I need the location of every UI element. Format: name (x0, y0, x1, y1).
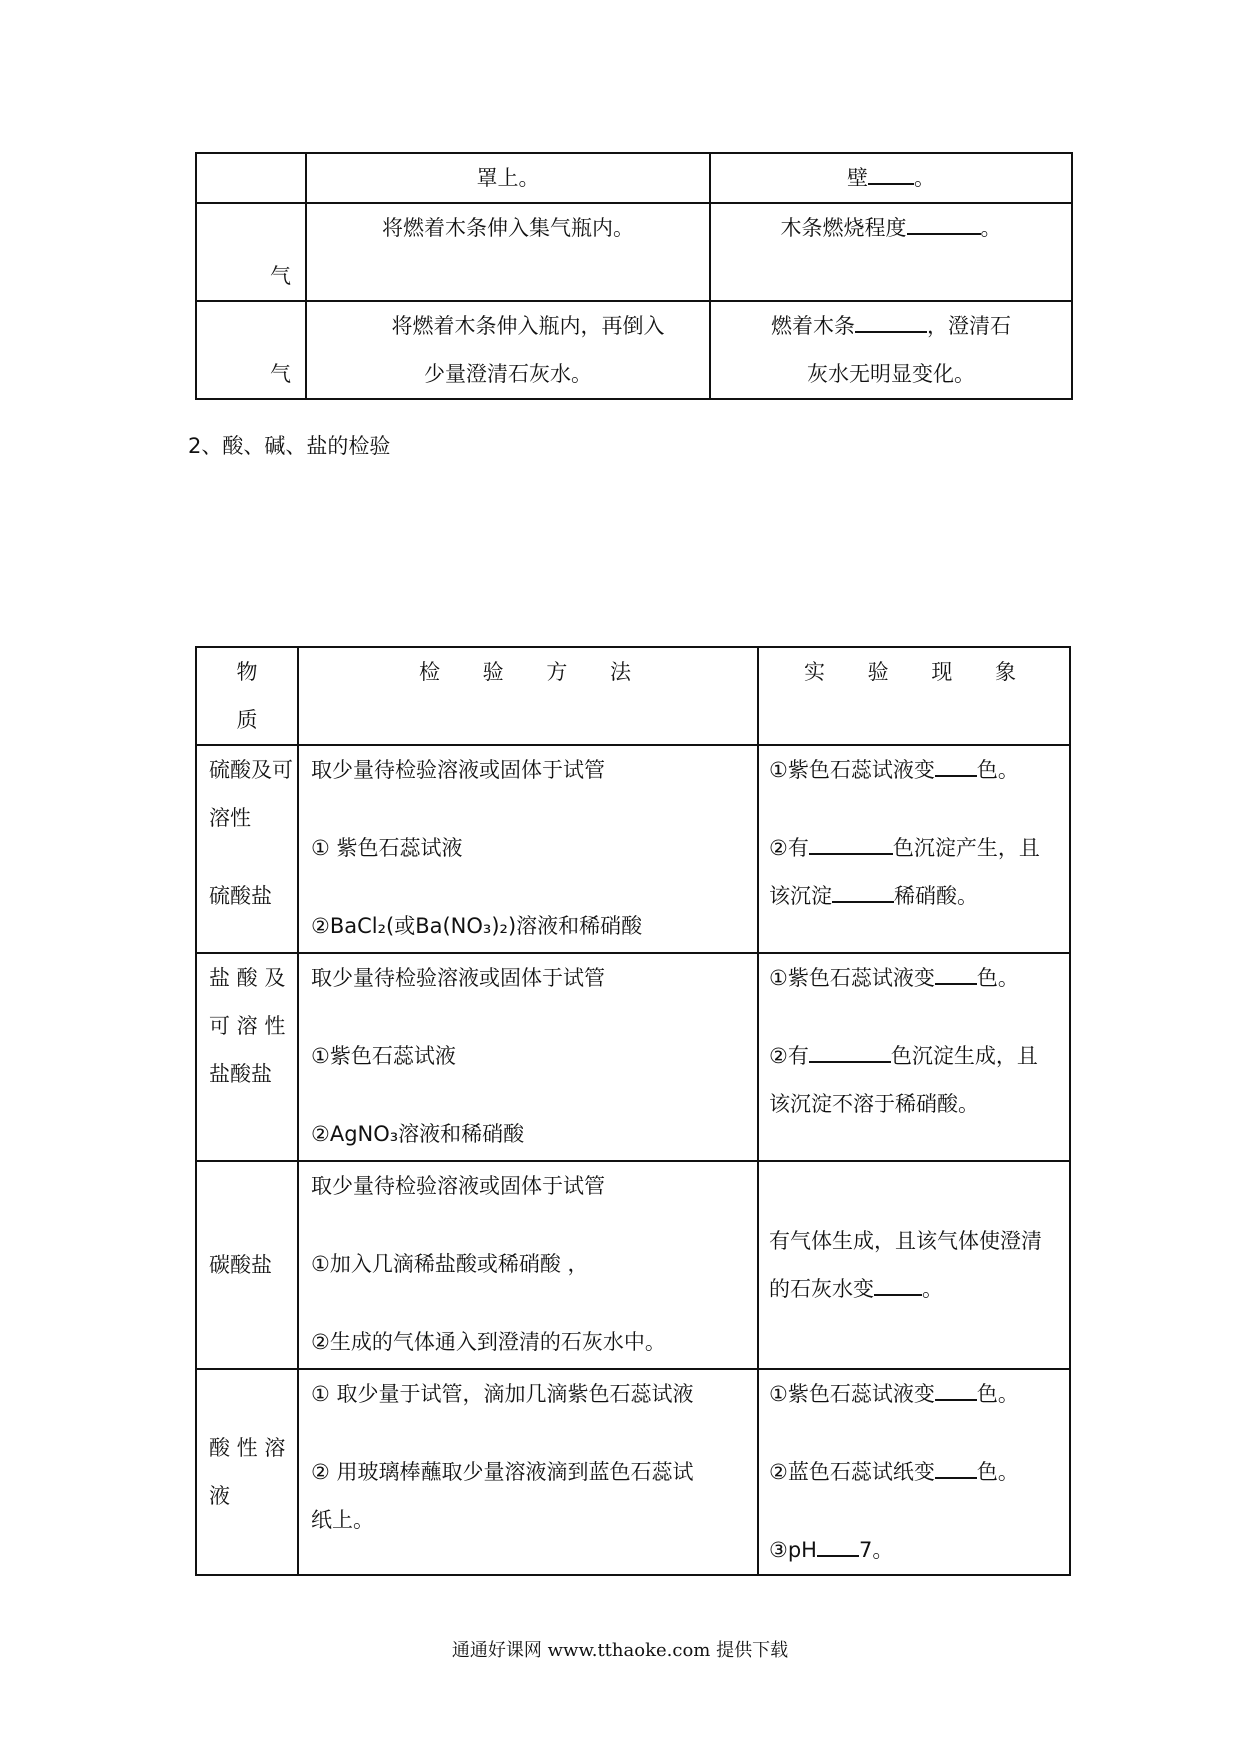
answer-blank (817, 1533, 859, 1557)
cell-text: ②BaCl₂(或Ba(NO₃)₂)溶液和稀硝酸 (311, 914, 643, 938)
cell-text: 7。 (858, 1538, 894, 1562)
cell-text: 液 (209, 1484, 230, 1508)
cell-text: ② 用玻璃棒蘸取少量溶液滴到蓝色石蕊试 (311, 1460, 694, 1484)
cell-text: 取少量待检验溶液或固体于试管 (311, 1174, 605, 1198)
answer-blank (832, 879, 894, 903)
result-cell (758, 1161, 1070, 1369)
cell-text: 硫酸及可 (209, 758, 293, 782)
cell-text: 色。 (976, 1382, 1019, 1406)
table-row (196, 953, 1070, 1161)
result-cell (758, 1369, 1070, 1575)
cell-text: 该沉淀 (769, 884, 832, 908)
substance-cell (196, 745, 298, 953)
cell-text: ②生成的气体通入到澄清的石灰水中。 (311, 1330, 666, 1354)
cell-text: 纸上。 (311, 1508, 374, 1532)
cell-text: ①加入几滴稀盐酸或稀硝酸 ， (311, 1252, 589, 1276)
result-cell (710, 203, 1072, 301)
cell-text: ②有 (769, 836, 809, 860)
header-text: 物 (236, 660, 258, 684)
substance-cell (196, 1369, 298, 1575)
method-cell (298, 745, 758, 953)
table-row (196, 153, 1072, 203)
cell-text: 木条燃烧程度 (780, 216, 907, 240)
cell-text: 少量澄清石灰水。 (424, 362, 592, 386)
answer-blank (935, 753, 977, 777)
cell-text: 可 溶 性 (209, 1014, 286, 1038)
method-cell (298, 1161, 758, 1369)
cell-text: 气 (270, 362, 291, 386)
cell-text: ① 取少量于试管，滴加几滴紫色石蕊试液 (311, 1382, 694, 1406)
method-cell (306, 153, 710, 203)
cell-text: 稀硝酸。 (894, 884, 978, 908)
cell-text: 有气体生成，且该气体使澄清 (769, 1229, 1042, 1253)
cell-text: ③pH (769, 1538, 817, 1562)
cell-text: 该沉淀不溶于稀硝酸。 (769, 1092, 979, 1116)
answer-blank (935, 1455, 977, 1479)
result-cell (710, 301, 1072, 399)
method-cell (306, 203, 710, 301)
cell-text: 色。 (976, 966, 1019, 990)
answer-blank (809, 831, 893, 855)
cell-text: 盐酸盐 (209, 1062, 272, 1086)
method-cell (298, 953, 758, 1161)
cell-text: ①紫色石蕊试液变 (769, 758, 935, 782)
cell-text: 色沉淀生成，且 (890, 1044, 1038, 1068)
acid-base-salt-table (195, 646, 1071, 1576)
substance-cell (196, 203, 306, 301)
cell-text: 灰水无明显变化。 (807, 362, 975, 386)
cell-text: 酸 性 溶 (209, 1436, 286, 1460)
result-cell (758, 953, 1070, 1161)
cell-text: 硫酸盐 (209, 884, 272, 908)
cell-text: ①紫色石蕊试液变 (769, 966, 935, 990)
cell-text: ①紫色石蕊试液变 (769, 1382, 935, 1406)
result-cell (710, 153, 1072, 203)
cell-text: 气 (270, 264, 291, 288)
cell-text: 燃着木条 (771, 314, 855, 338)
cell-text: 碳酸盐 (209, 1253, 272, 1277)
answer-blank (868, 161, 914, 185)
answer-blank (809, 1039, 891, 1063)
result-cell (758, 745, 1070, 953)
cell-text: 的石灰水变 (769, 1277, 874, 1301)
cell-text: ②有 (769, 1044, 809, 1068)
cell-text: 将燃着木条伸入瓶内，再倒入 (391, 314, 665, 338)
substance-cell (196, 153, 306, 203)
cell-text: 。 (914, 166, 935, 190)
table-row (196, 1369, 1070, 1575)
header-substance (196, 647, 298, 745)
cell-text: ②蓝色石蕊试纸变 (769, 1460, 935, 1484)
cell-text: 取少量待检验溶液或固体于试管 (311, 966, 605, 990)
table-row (196, 745, 1070, 953)
cell-text: ②AgNO₃溶液和稀硝酸 (311, 1122, 525, 1146)
cell-text: 壁 (847, 166, 868, 190)
method-cell (306, 301, 710, 399)
answer-blank (874, 1272, 922, 1296)
page-footer: 通通好课网 www.tthaoke.com 提供下载 (451, 1640, 789, 1661)
cell-text: ①紫色石蕊试液 (311, 1044, 456, 1068)
table-header-row (196, 647, 1070, 745)
cell-text: 罩上。 (476, 166, 540, 190)
method-cell (298, 1369, 758, 1575)
header-result: 实 验 现 象 (758, 647, 1070, 745)
cell-text: 盐 酸 及 (209, 966, 286, 990)
answer-blank (855, 309, 927, 333)
answer-blank (935, 961, 977, 985)
cell-text: 。 (980, 216, 1002, 240)
header-method: 检 验 方 法 (298, 647, 758, 745)
answer-blank (907, 211, 981, 235)
gas-test-table (195, 152, 1073, 400)
cell-text: 将燃着木条伸入集气瓶内。 (382, 216, 634, 240)
section-heading: 2、酸、碱、盐的检验 (188, 434, 391, 458)
substance-cell (196, 301, 306, 399)
cell-text: 溶性 (209, 806, 251, 830)
table-row (196, 203, 1072, 301)
table-row (196, 301, 1072, 399)
cell-text: 色。 (976, 1460, 1019, 1484)
cell-text: ① 紫色石蕊试液 (311, 836, 463, 860)
substance-cell (196, 953, 298, 1161)
cell-text: 。 (922, 1277, 943, 1301)
substance-cell (196, 1161, 298, 1369)
cell-text: 色。 (976, 758, 1019, 782)
cell-text: 色沉淀产生，且 (892, 836, 1040, 860)
header-text: 质 (236, 708, 258, 732)
answer-blank (935, 1377, 977, 1401)
cell-text: 取少量待检验溶液或固体于试管 (311, 758, 605, 782)
cell-text: ，澄清石 (927, 314, 1011, 338)
table-row (196, 1161, 1070, 1369)
